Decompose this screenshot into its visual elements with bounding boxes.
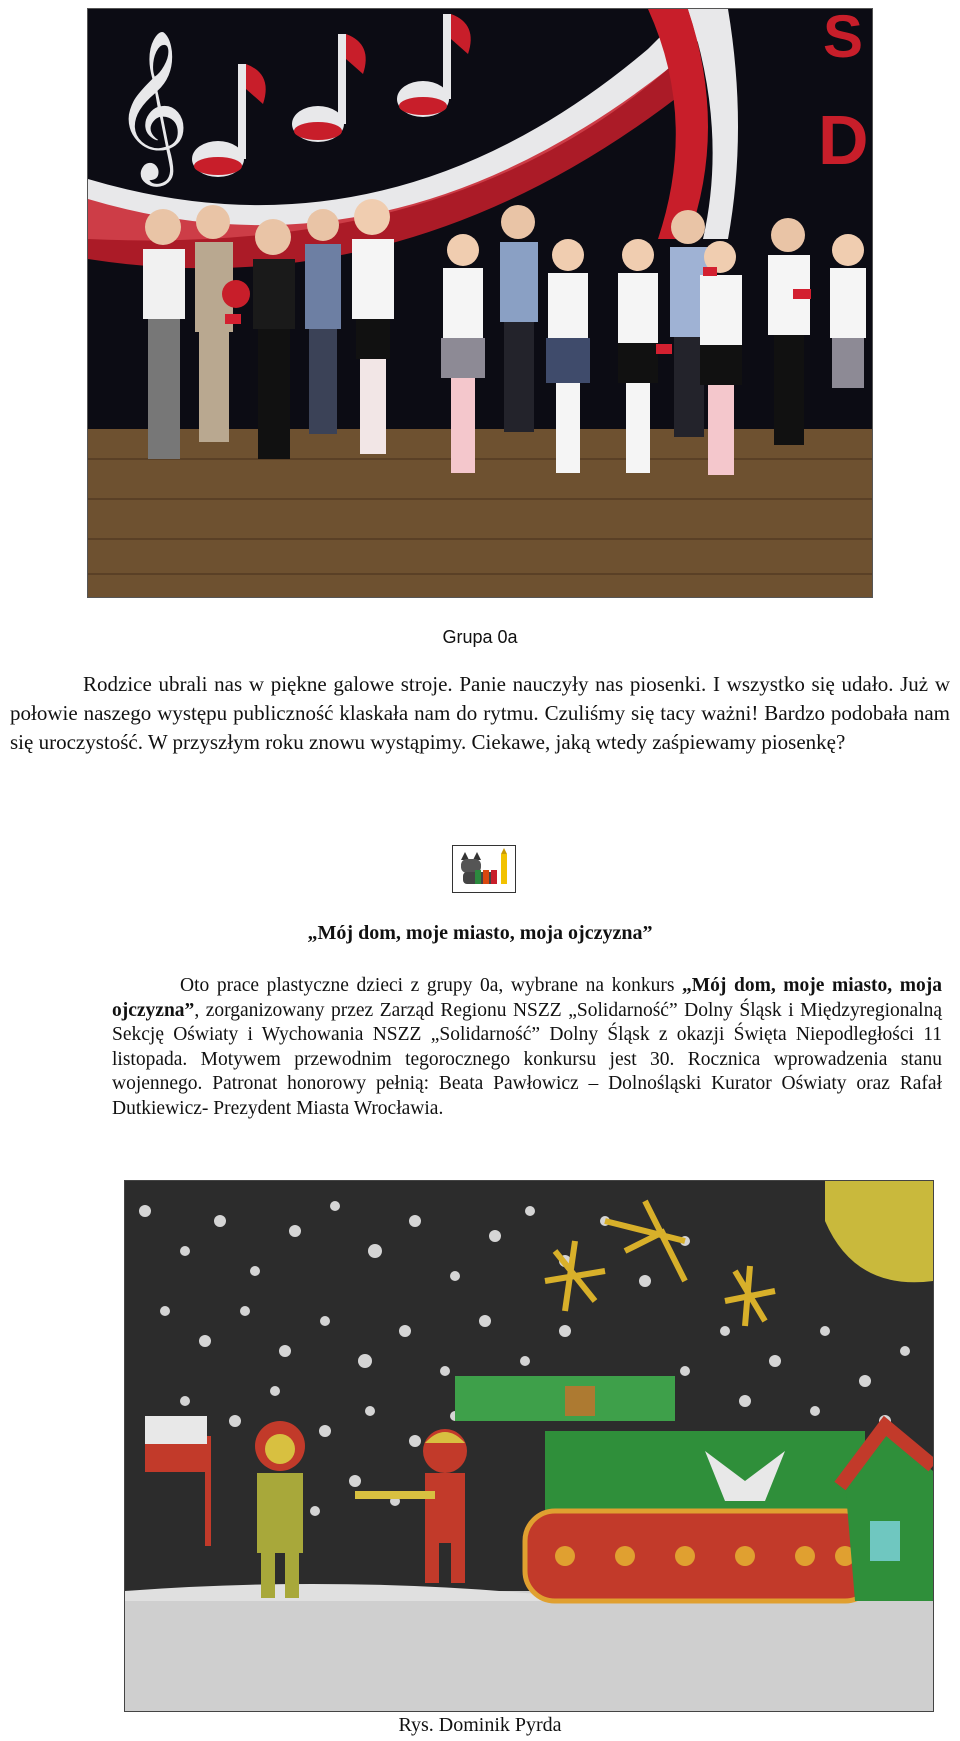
cat-crayon-icon <box>453 846 515 892</box>
child-drawing-tank-snow <box>124 1180 934 1712</box>
photo-illustration <box>88 9 872 597</box>
svg-text:S: S <box>823 9 864 70</box>
svg-text:𝄞: 𝄞 <box>113 28 190 180</box>
cat-crayon-logo <box>452 845 516 893</box>
contest-intro: Oto prace plastyczne dzieci z grupy 0a, wybrane na konkurs <box>180 975 683 996</box>
paragraph-contest <box>112 974 942 1121</box>
contest-details: , zorganizowany przez Zarząd Regionu NSZZ „Solidarność” Dolny Śląsk i Międzyregionalną Sekcję Oświaty i Wychowania NSZZ „Solidarność” Dolny Śląsk z okazji Święta Niepodległości 11 listopada. Motywem przewodnim tegorocznego konkursu jest 30. Rocznica wprowadzenia stanu wojennego. Patronat honorowy pełnią: Beata Pawłowicz – Dolnośląski Kurator Oświaty oraz Rafał Dutkiewicz- Prezydent Miasta Wrocławia. <box>112 999 942 1119</box>
drawing-illustration <box>125 1181 933 1711</box>
paragraph-performance: Rodzice ubrali nas w piękne galowe stroje. Panie nauczyły nas piosenki. I wszystko się udało. Już w połowie naszego występu publiczność klaskała nam do rytmu. Czuliśmy się tacy ważni! Bardzo podobała nam się uroczystość. W przyszłym roku znowu wystąpimy. Ciekawe, jaką wtedy zaśpiewamy piosenkę? <box>10 672 950 754</box>
contest-heading: „Mój dom, moje miasto, moja ojczyzna” <box>307 922 653 944</box>
svg-text:D: D <box>818 101 869 179</box>
photo-caption: Grupa 0a <box>442 627 518 647</box>
children-choir-photo <box>87 8 873 598</box>
contest-name: „Mój dom, moje miasto, moja ojczyzna” <box>112 975 942 1021</box>
drawing-caption: Rys. Dominik Pyrda <box>398 1714 562 1736</box>
